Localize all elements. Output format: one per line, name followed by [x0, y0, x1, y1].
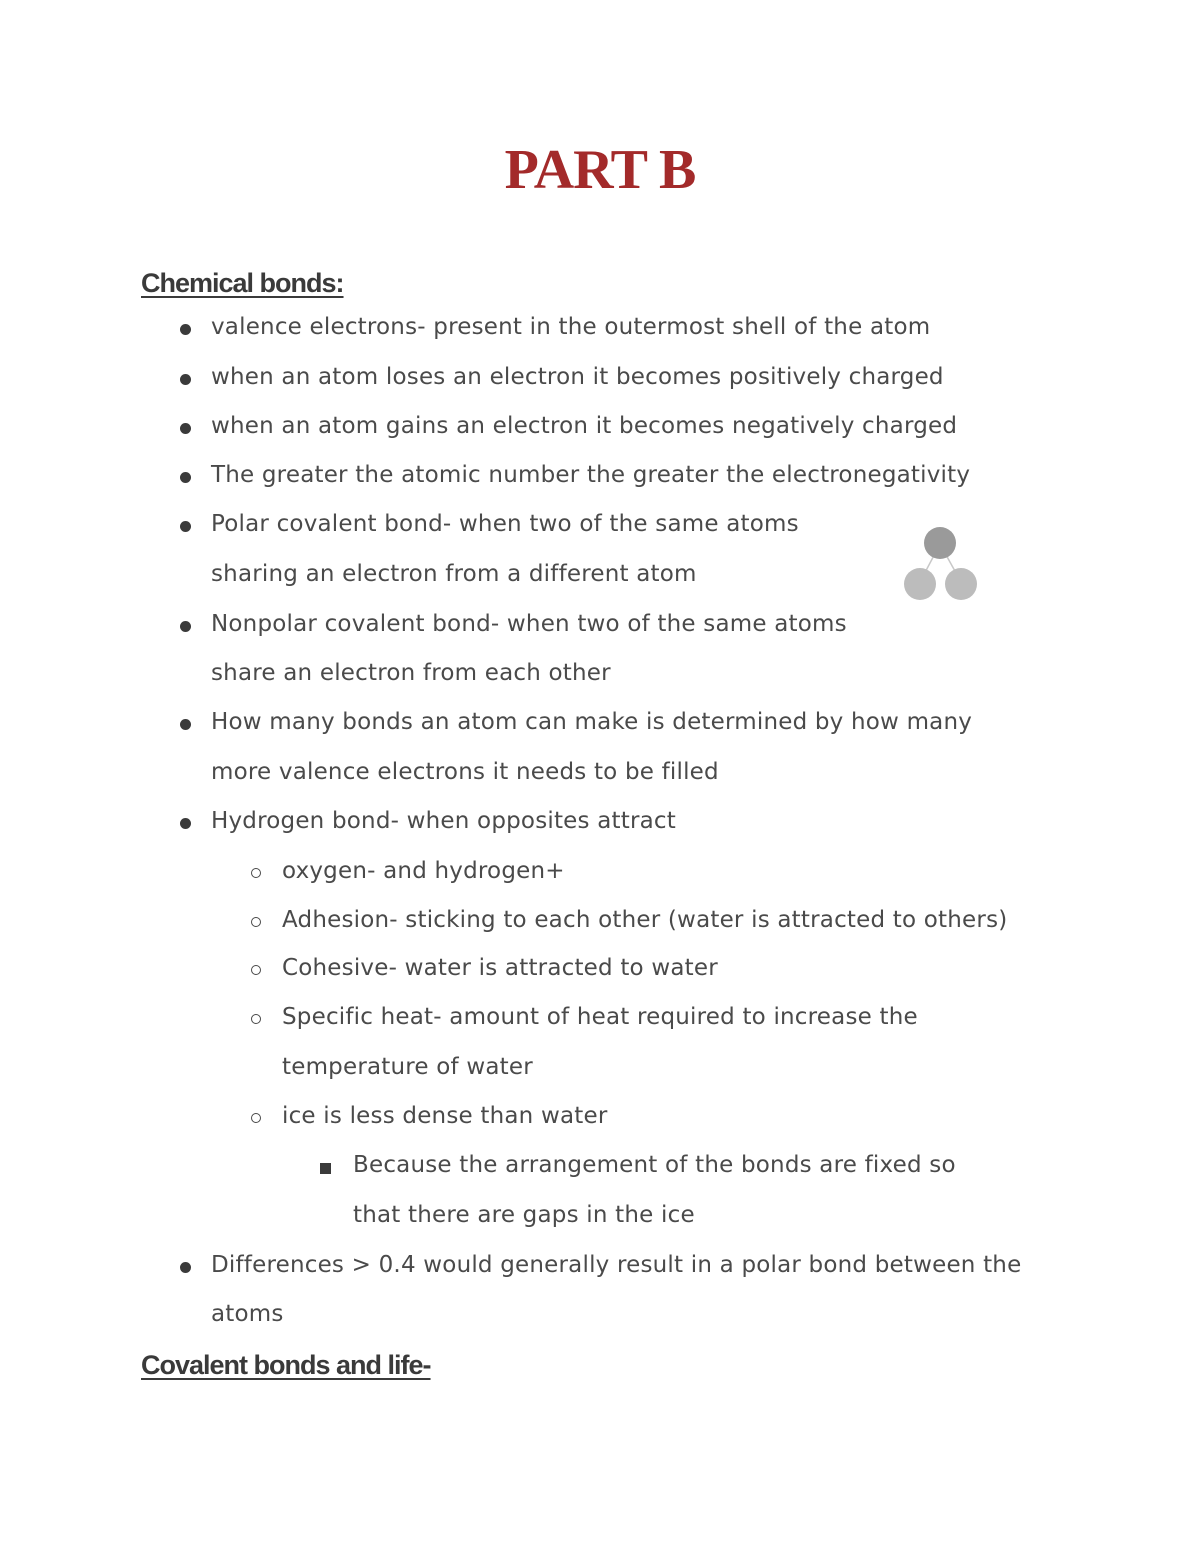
bullet-dot-icon — [180, 374, 191, 385]
bullet-dot-icon — [180, 719, 191, 730]
list-item-bonds-count-cont: more valence electrons it needs to be filled — [211, 759, 719, 785]
section-heading-covalent-bonds-and-life: Covalent bonds and life- — [141, 1350, 431, 1380]
molecule-top-atom — [924, 527, 956, 559]
bullet-dot-icon — [180, 324, 191, 335]
sub-sub-item-ice-gaps-cont: that there are gaps in the ice — [353, 1202, 695, 1228]
list-item-nonpolar-covalent-cont: share an electron from each other — [211, 660, 611, 686]
bullet-circle-icon — [251, 965, 261, 975]
bullet-dot-icon — [180, 818, 191, 829]
bullet-circle-icon — [251, 1014, 261, 1024]
list-item-polar-covalent-cont: sharing an electron from a different atom — [211, 561, 697, 587]
section-heading-chemical-bonds: Chemical bonds: — [141, 268, 344, 298]
list-item-valence-electrons: valence electrons- present in the outermost shell of the atom — [211, 314, 931, 340]
list-item-bonds-count: How many bonds an atom can make is determined by how many — [211, 709, 973, 735]
list-item-polar-covalent: Polar covalent bond- when two of the same atoms — [211, 511, 799, 537]
sub-item-specific-heat: Specific heat- amount of heat required to increase the — [282, 1004, 918, 1030]
list-item-nonpolar-covalent: Nonpolar covalent bond- when two of the same atoms — [211, 611, 847, 637]
bullet-square-icon — [320, 1163, 331, 1174]
bullet-dot-icon — [180, 521, 191, 532]
molecule-right-atom — [945, 568, 977, 600]
sub-item-cohesive: Cohesive- water is attracted to water — [282, 955, 718, 981]
sub-sub-item-ice-gaps: Because the arrangement of the bonds are fixed so — [353, 1152, 956, 1178]
list-item-loses-electron: when an atom loses an electron it becomes positively charged — [211, 364, 944, 390]
bullet-dot-icon — [180, 423, 191, 434]
page-title: PART B — [504, 139, 696, 201]
bullet-circle-icon — [251, 1113, 261, 1123]
list-item-gains-electron: when an atom gains an electron it becomes negatively charged — [211, 413, 958, 439]
sub-item-ice-density: ice is less dense than water — [282, 1103, 608, 1129]
molecule-left-atom — [904, 568, 936, 600]
bullet-circle-icon — [251, 868, 261, 878]
bullet-dot-icon — [180, 1262, 191, 1273]
sub-item-oxygen-hydrogen: oxygen- and hydrogen+ — [282, 858, 565, 884]
molecule-icon — [900, 524, 982, 606]
sub-item-adhesion: Adhesion- sticking to each other (water is attracted to others) — [282, 907, 1008, 933]
bullet-circle-icon — [251, 917, 261, 927]
bullet-dot-icon — [180, 472, 191, 483]
list-item-hydrogen-bond: Hydrogen bond- when opposites attract — [211, 808, 676, 834]
list-item-differences: Differences > 0.4 would generally result in a polar bond between the — [211, 1252, 1022, 1278]
bullet-dot-icon — [180, 621, 191, 632]
list-item-differences-cont: atoms — [211, 1301, 284, 1327]
list-item-electronegativity: The greater the atomic number the greater the electronegativity — [211, 462, 971, 488]
sub-item-specific-heat-cont: temperature of water — [282, 1054, 533, 1080]
